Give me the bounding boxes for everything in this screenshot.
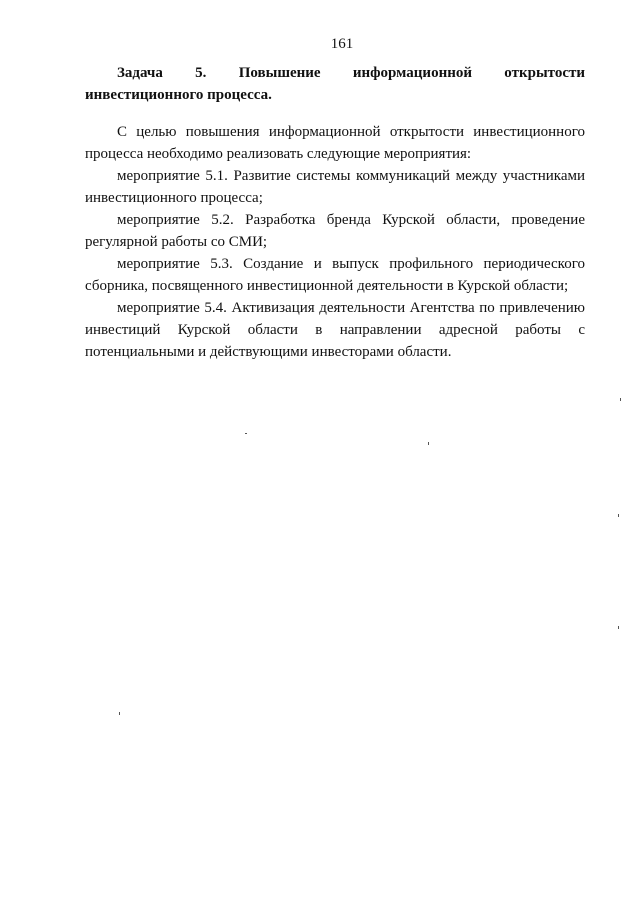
scan-speck <box>119 712 120 715</box>
page-number: 161 <box>330 36 354 52</box>
scan-speck <box>245 433 247 434</box>
measure-5-1-paragraph: мероприятие 5.1. Развитие системы коммуникаций между участниками инвестиционного процесса; <box>85 168 585 206</box>
scan-speck <box>428 442 429 445</box>
measure-5-4-paragraph: мероприятие 5.4. Активизация деятельности Агентства по привлечению инвестиций Курской области в направлении адресной работы с потенциальными и действующими инвесторами области. <box>85 300 585 360</box>
measure-5-3-paragraph: мероприятие 5.3. Создание и выпуск профильного периодического сборника, посвященного инвестиционной деятельности в Курской области; <box>85 256 585 294</box>
scan-speck <box>620 398 621 401</box>
scan-speck <box>618 626 619 629</box>
measure-5-2-paragraph: мероприятие 5.2. Разработка бренда Курской области, проведение регулярной работы со СМИ; <box>85 212 585 250</box>
scan-speck <box>618 514 619 517</box>
task-heading <box>85 62 585 106</box>
task-heading-text: Задача 5. Повышение информационной открытости инвестиционного процесса. <box>85 65 585 103</box>
body-text <box>85 121 585 363</box>
intro-paragraph: С целью повышения информационной открытости инвестиционного процесса необходимо реализовать следующие мероприятия: <box>85 124 585 162</box>
